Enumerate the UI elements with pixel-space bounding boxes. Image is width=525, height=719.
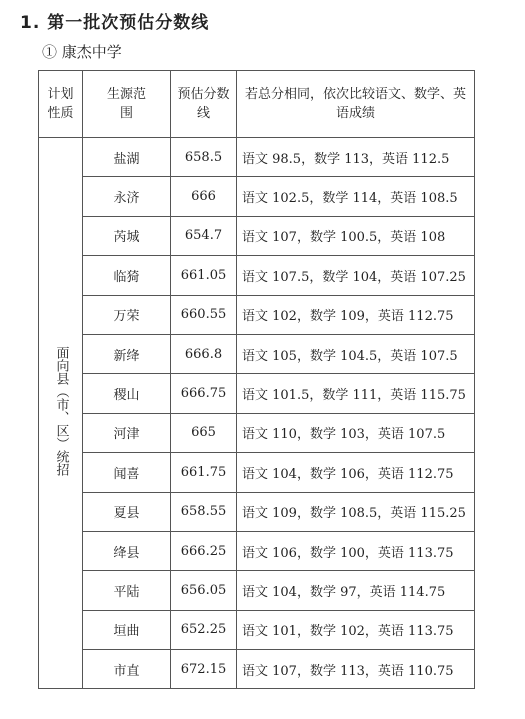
- table-row: [39, 256, 475, 295]
- region-cell: 垣曲: [83, 610, 171, 649]
- condition-cell: 语文 104，数学 97，英语 114.75: [237, 571, 475, 610]
- header-plan: 计划性质: [39, 71, 83, 138]
- region-cell: 绛县: [83, 531, 171, 570]
- score-cell: 665: [171, 413, 237, 452]
- score-cell: 658.5: [171, 138, 237, 177]
- plan-type-label: 面向县（市、区）统招: [53, 346, 69, 477]
- condition-cell: 语文 110，数学 103，英语 107.5: [237, 413, 475, 452]
- table-header-row: [39, 71, 475, 138]
- condition-cell: 语文 107.5，数学 104，英语 107.25: [237, 256, 475, 295]
- header-region: 生源范围: [83, 71, 171, 138]
- section-heading: 1. 第一批次预估分数线: [20, 13, 210, 33]
- score-cell: 658.55: [171, 492, 237, 531]
- header-score: 预估分数线: [171, 71, 237, 138]
- table-row: [39, 571, 475, 610]
- condition-cell: 语文 102.5，数学 114，英语 108.5: [237, 177, 475, 216]
- table-row: [39, 138, 475, 177]
- table-row: [39, 177, 475, 216]
- table-row: [39, 295, 475, 334]
- condition-cell: 语文 105，数学 104.5，英语 107.5: [237, 334, 475, 373]
- condition-cell: 语文 101.5，数学 111，英语 115.75: [237, 374, 475, 413]
- condition-cell: 语文 109，数学 108.5，英语 115.25: [237, 492, 475, 531]
- score-cell: 660.55: [171, 295, 237, 334]
- region-cell: 稷山: [83, 374, 171, 413]
- condition-cell: 语文 106，数学 100，英语 113.75: [237, 531, 475, 570]
- score-cell: 666: [171, 177, 237, 216]
- region-cell: 市直: [83, 650, 171, 689]
- score-cell: 672.15: [171, 650, 237, 689]
- plan-type-cell: [39, 138, 83, 689]
- score-table: [38, 70, 475, 689]
- table-row: [39, 531, 475, 570]
- condition-cell: 语文 98.5，数学 113，英语 112.5: [237, 138, 475, 177]
- region-cell: 闻喜: [83, 453, 171, 492]
- region-cell: 永济: [83, 177, 171, 216]
- region-cell: 夏县: [83, 492, 171, 531]
- score-cell: 661.75: [171, 453, 237, 492]
- region-cell: 平陆: [83, 571, 171, 610]
- table-row: [39, 610, 475, 649]
- region-cell: 新绛: [83, 334, 171, 373]
- region-cell: 芮城: [83, 216, 171, 255]
- table-row: [39, 492, 475, 531]
- table-row: [39, 650, 475, 689]
- region-cell: 河津: [83, 413, 171, 452]
- condition-cell: 语文 107，数学 100.5，英语 108: [237, 216, 475, 255]
- table-row: [39, 216, 475, 255]
- table-row: [39, 374, 475, 413]
- condition-cell: 语文 102，数学 109，英语 112.75: [237, 295, 475, 334]
- condition-cell: 语文 104，数学 106，英语 112.75: [237, 453, 475, 492]
- table-row: [39, 413, 475, 452]
- score-cell: 661.05: [171, 256, 237, 295]
- school-name: ① 康杰中学: [42, 43, 122, 61]
- table-row: [39, 453, 475, 492]
- table-row: [39, 334, 475, 373]
- score-cell: 666.8: [171, 334, 237, 373]
- condition-cell: 语文 101，数学 102，英语 113.75: [237, 610, 475, 649]
- condition-cell: 语文 107，数学 113，英语 110.75: [237, 650, 475, 689]
- region-cell: 临猗: [83, 256, 171, 295]
- score-cell: 666.25: [171, 531, 237, 570]
- score-cell: 654.7: [171, 216, 237, 255]
- score-cell: 652.25: [171, 610, 237, 649]
- score-cell: 666.75: [171, 374, 237, 413]
- region-cell: 万荣: [83, 295, 171, 334]
- region-cell: 盐湖: [83, 138, 171, 177]
- header-condition: 若总分相同，依次比较语文、数学、英语成绩: [237, 71, 475, 138]
- score-cell: 656.05: [171, 571, 237, 610]
